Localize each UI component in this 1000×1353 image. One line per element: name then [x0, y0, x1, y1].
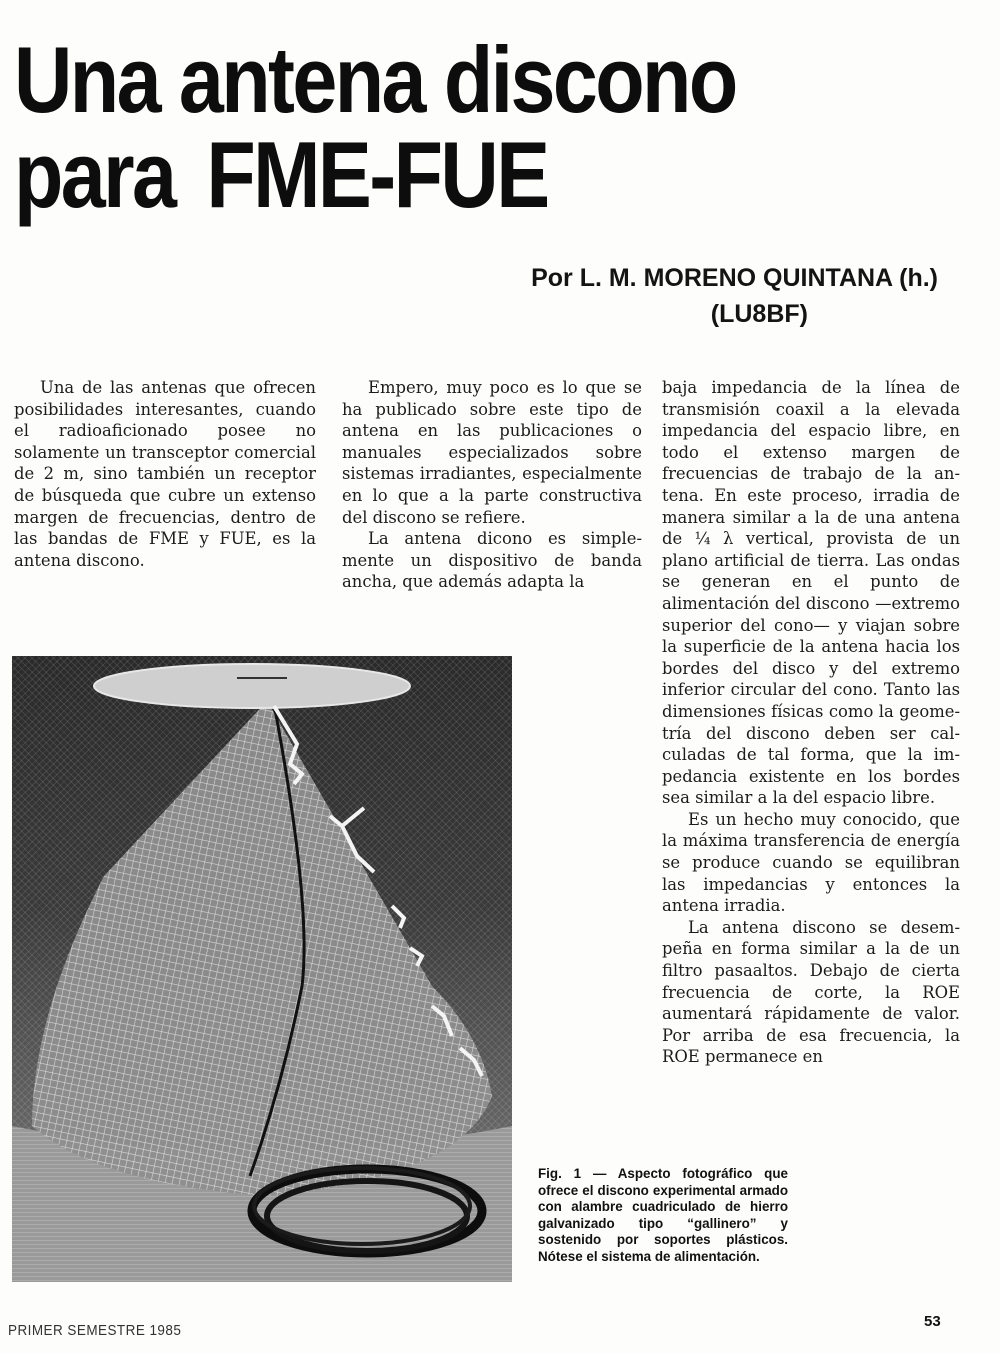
issue-footer: PRIMER SEMESTRE 1985 [8, 1322, 182, 1339]
text-column-1 [14, 377, 316, 571]
title-line-2 [14, 122, 857, 227]
paragraph: baja impedancia de la línea de transmisión coaxil a la elevada impedancia del espacio libre, en todo el extenso margen de frecuencias de trabajo de la antena. En este proceso, irradia de manera similar a la de una antena de ¼ λ vertical, provista de un plano artificial de tierra. Las ondas se generan en el punto de alimentación del discono —extremo superior del cono— y viajan sobre la superficie de la antena hacia los bordes del disco y del extremo inferior circular del cono. Tanto las dimensiones físicas como la geometría del discono deben ser calculadas de tal forma, que la impedancia existente en los bordes sea similar a la del espacio libre. [662, 378, 960, 808]
discone-photo [12, 656, 512, 1282]
author-name: Por L. M. MORENO QUINTANA (h.) [531, 264, 938, 292]
author-callsign: (LU8BF) [710, 300, 808, 328]
page-number: 53 [924, 1313, 941, 1330]
discone-antenna-illustration [12, 656, 512, 1282]
title-line-1: Una antena discono [14, 27, 736, 132]
figure-caption: Fig. 1 — Aspecto fotográfico que ofrece el discono experimental armado con alambre cuadriculado de hierro galvanizado tipo “gallinero” y sostenido por soportes plásticos. Nótese el sistema de alimentación. [538, 1166, 788, 1264]
paragraph: Es un hecho muy conocido, que la máxima transferencia de energía se produce cuando se equilibran las impedancias y entonces la antena irradia. [662, 809, 960, 916]
text-column-3 [662, 377, 960, 1068]
paragraph: La antena dicono es simplemente un dispositivo de banda ancha, que además adapta la [342, 529, 642, 592]
paragraph: La antena discono se desempeña en forma similar a la de un filtro pasaaltos. Debajo de cierta frecuencia de corte, la ROE aumentará rápidamente de valor. Por arriba de esa frecuencia, la ROE permanece en [662, 917, 960, 1067]
paragraph: Empero, muy poco es lo que se ha publicado sobre este tipo de antena en las publicaciones o manuales especializados sobre sistemas irradiantes, especialmente en lo que a la parte constructiva del discono se refiere. [342, 378, 642, 527]
author-byline [531, 260, 938, 332]
title-line-2-fme-fue: FME-FUE [206, 122, 548, 227]
paragraph: Una de las antenas que ofrecen posibilidades interesantes, cuando el radioaficionado posee no solamente un transceptor comercial de 2 m, sino también un receptor de búsqueda que cubre un extenso margen de frecuencias, dentro de las bandas de FME y FUE, es la antena discono. [14, 378, 316, 570]
article-title [14, 27, 857, 227]
text-column-2 [342, 377, 642, 593]
title-line-2-para: para [14, 122, 175, 227]
